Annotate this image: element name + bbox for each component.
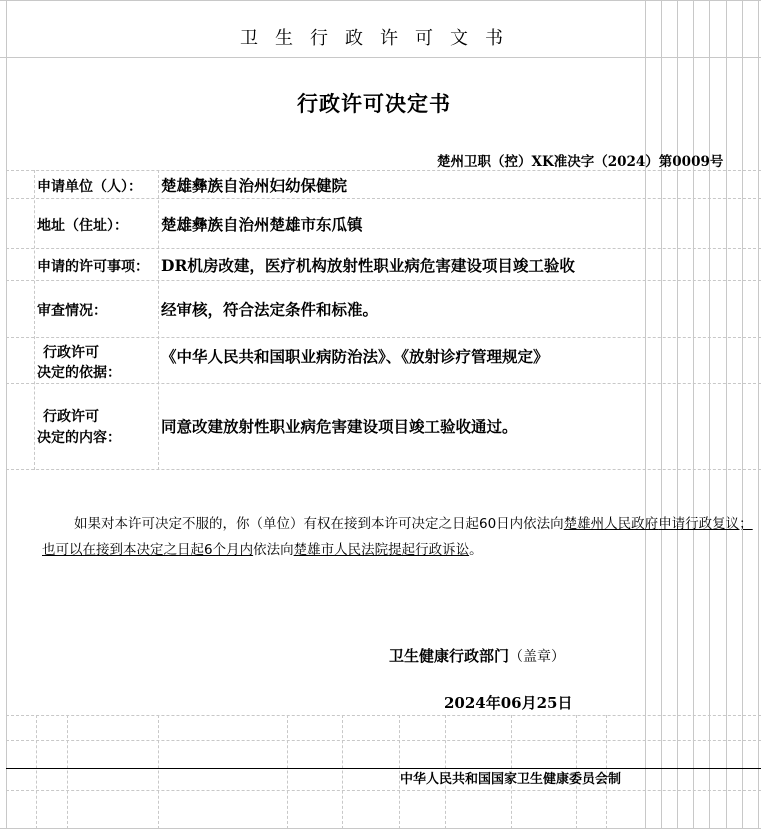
notice-text-1: 如果对本许可决定不服的，你（单位）有权在接到本许可决定之日起60日内依法向: [74, 516, 564, 532]
basis-label-line2: 决定的依据：: [37, 365, 121, 381]
notice-court-link: 楚雄市人民法院: [293, 542, 389, 558]
issuer-footer: 中华人民共和国国家卫生健康委员会制: [400, 772, 622, 787]
basis-label-line1: 行政许可: [43, 345, 99, 361]
footer-rule: [6, 768, 761, 769]
seal-note: （盖章）: [509, 649, 566, 665]
content-label-line2: 决定的内容：: [37, 430, 121, 446]
notice-text-3: 依法向: [253, 542, 294, 558]
notice-text-5: 。: [469, 542, 483, 558]
document-number: 楚州卫职（控）XK准决字（2024）第0009号: [437, 154, 724, 170]
permit-item-label: 申请的许可事项：: [37, 259, 149, 275]
content-label-line1: 行政许可: [43, 409, 99, 425]
document-category-header: 卫生行政许可文书: [240, 28, 520, 49]
permit-item-value: DR机房改建，医疗机构放射性职业病危害建设项目竣工验收: [161, 256, 575, 275]
notice-text-4: 提起行政诉讼: [388, 542, 470, 558]
content-value: 同意改建放射性职业病危害建设项目竣工验收通过。: [161, 417, 518, 436]
address-label: 地址（住址）：: [37, 218, 128, 234]
appeal-notice: [42, 511, 761, 563]
department-name: 卫生健康行政部门: [389, 647, 510, 665]
document-title: 行政许可决定书: [297, 91, 451, 116]
decision-date: 2024年06月25日: [444, 694, 573, 712]
notice-gov-link: 楚雄州人民政府: [563, 516, 659, 532]
signing-department: [389, 645, 565, 666]
review-value: 经审核，符合法定条件和标准。: [161, 300, 379, 319]
review-label: 审查情况：: [37, 303, 107, 319]
applicant-label: 申请单位（人）：: [37, 179, 142, 195]
notice-text-2: 申请行政复议；也可以在接到本决定之日起6个月内: [42, 516, 753, 558]
address-value: 楚雄彝族自治州楚雄市东瓜镇: [161, 215, 363, 234]
basis-value: 《中华人民共和国职业病防治法》、《放射诊疗管理规定》: [161, 347, 549, 366]
applicant-value: 楚雄彝族自治州妇幼保健院: [161, 176, 348, 195]
